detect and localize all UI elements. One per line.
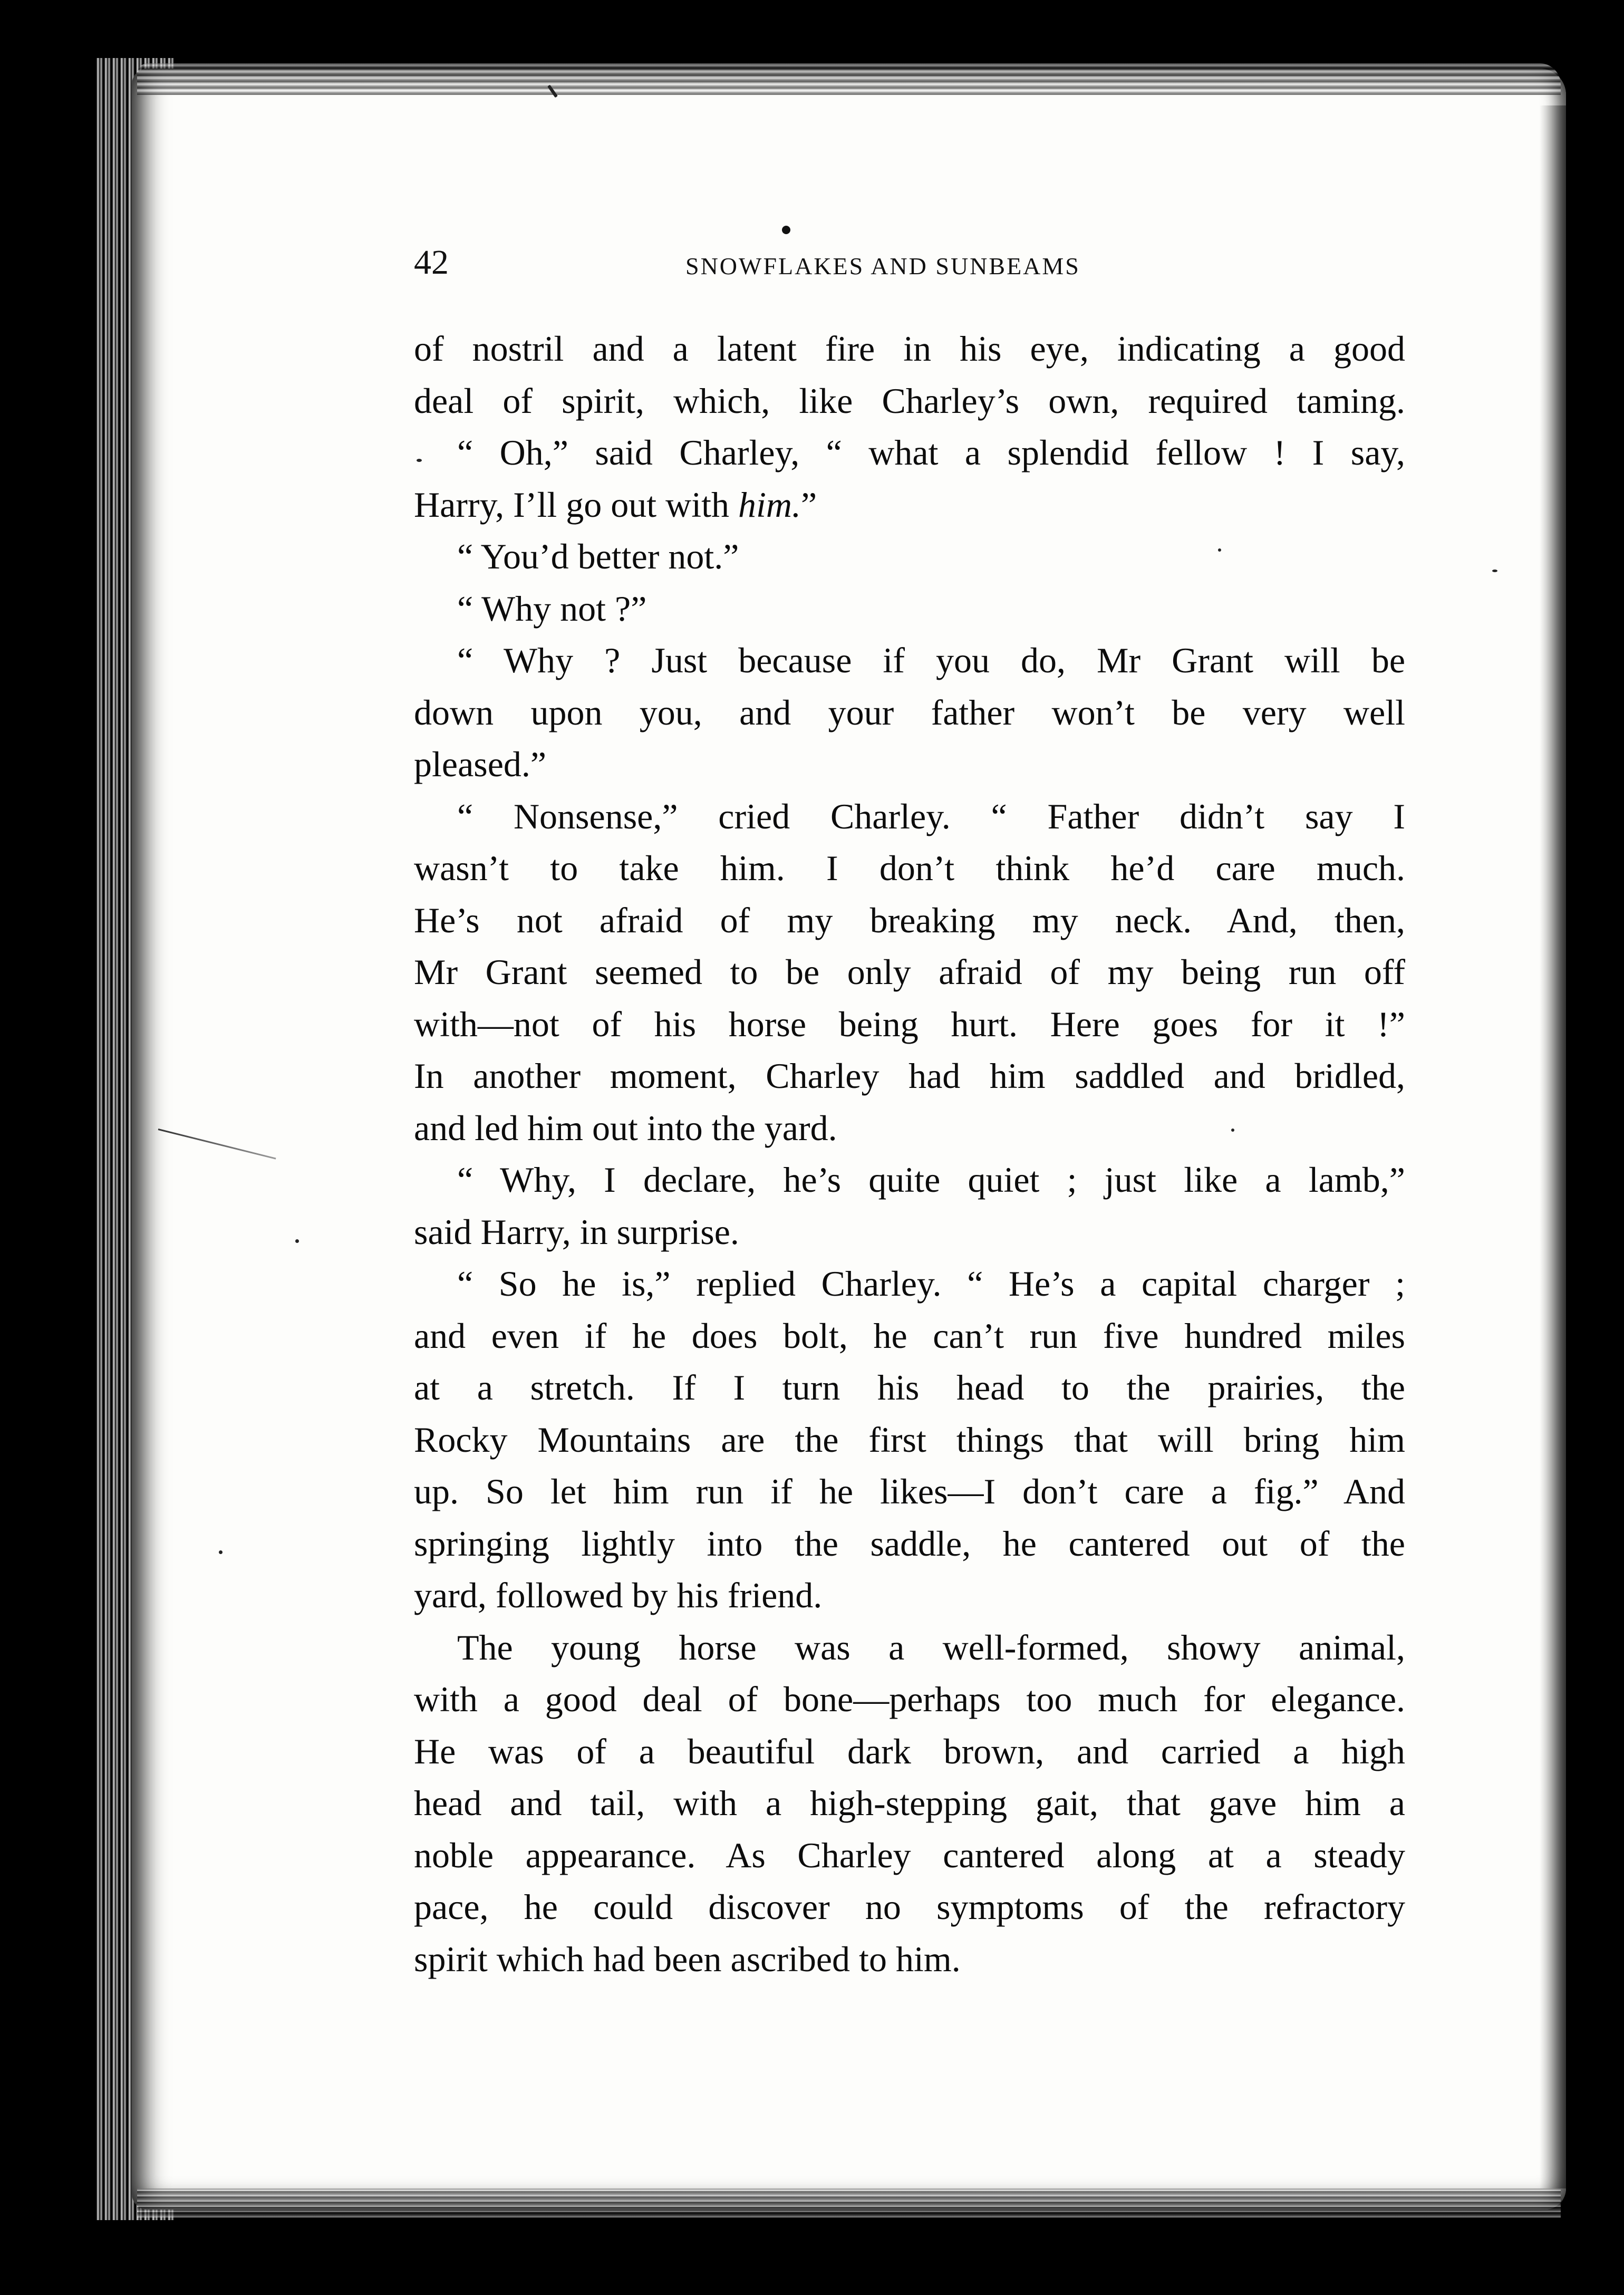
text-line: spirit which had been ascribed to him. [414,1939,961,1979]
text-line: He was of a beautiful dark brown, and carried a high [414,1731,1405,1771]
scan-speck [417,459,422,462]
text-line: Mr Grant seemed to be only afraid of my being run off [414,952,1405,992]
text-line: with a good deal of bone—perhaps too much for elegance. [414,1679,1405,1719]
text-line: The young horse was a well-formed, showy animal, [457,1627,1405,1667]
scan-speck [219,1550,223,1554]
body-text [414,323,1405,1985]
text-line: yard, followed by his friend. [414,1575,823,1615]
text-line: pace, he could discover no symptoms of the refractory [414,1887,1405,1927]
text-line: and even if he does bolt, he can’t run five hundred miles [414,1315,1405,1356]
text-line: “ Why, I declare, he’s quite quiet ; just like a lamb,” [457,1160,1405,1200]
text-line: pleased.” [414,744,547,784]
text-line: wasn’t to take him. I don’t think he’d care much. [414,848,1405,888]
page-right-shadow [1540,105,1587,2188]
italic-emphasis: him. [738,484,801,525]
text-line: He’s not afraid of my breaking my neck. And, then, [414,900,1405,940]
text-line: noble appearance. As Charley cantered along at a steady [414,1835,1405,1875]
text-line: of nostril and a latent fire in his eye, indicating a good [414,329,1405,369]
text-line: down upon you, and your father won’t be very well [414,692,1405,732]
page-number: 42 [414,243,449,282]
page-top-edge [137,63,1561,95]
text-line: said Harry, in surprise. [414,1211,739,1252]
text-line: up. So let him run if he likes—I don’t care a fig.” And [414,1471,1405,1511]
text-line: deal of spirit, which, like Charley’s own, required taming. [414,380,1405,421]
text-line: with—not of his horse being hurt. Here goes for it !” [414,1004,1405,1044]
text-line: “ You’d better not.” [457,536,739,576]
scan-speck [295,1239,299,1243]
text-line: springing lightly into the saddle, he cantered out of the [414,1523,1405,1564]
text-line: Rocky Mountains are the first things that will bring him [414,1419,1405,1460]
text-line: “ Nonsense,” cried Charley. “ Father didn’t say I [457,796,1405,836]
running-head: SNOWFLAKES AND SUNBEAMS [685,253,1080,279]
text-line: “ Why ? Just because if you do, Mr Grant will be [457,640,1405,680]
text-line: “ So he is,” replied Charley. “ He’s a capital charger ; [457,1264,1405,1304]
text-line: head and tail, with a high-stepping gait, that gave him a [414,1783,1405,1823]
scan-speck [1231,1129,1234,1132]
page-header [414,243,1416,290]
text-line: and led him out into the yard. [414,1107,837,1148]
text-line: “ Oh,” said Charley, “ what a splendid fellow ! I say, [457,432,1405,472]
scan-speck [1218,548,1221,552]
text-line: at a stretch. If I turn his head to the prairies, the [414,1367,1405,1407]
text-line: Harry, I’ll go out with him.” [414,484,817,525]
page-bottom-edge [137,2188,1561,2217]
text-line: “ Why not ?” [457,588,647,629]
text-line: In another moment, Charley had him saddled and bridled, [414,1056,1405,1096]
scan-speck [1492,570,1497,572]
header-speck [782,226,790,234]
